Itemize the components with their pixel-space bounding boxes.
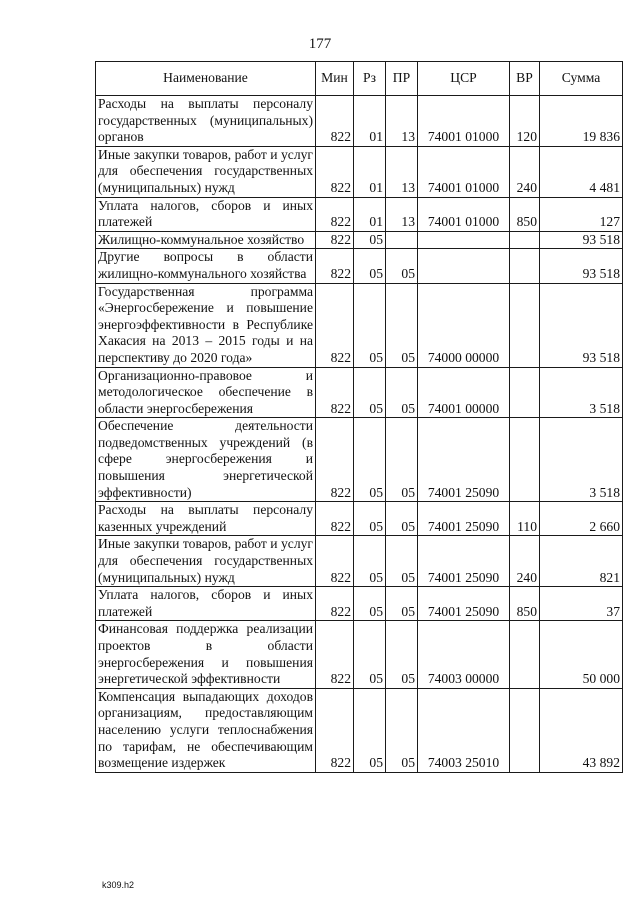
cell-name: Обеспечение деятельности подведомственных учреждений (в сфере энергосбережения и повышения энергетической эффективности) [96, 418, 316, 502]
cell-name: Жилищно-коммунальное хозяйство [96, 231, 316, 249]
cell-sum: 50 000 [540, 621, 623, 688]
cell-name: Расходы на выплаты персоналу государственных (муниципальных) органов [96, 96, 316, 147]
table-row [96, 231, 623, 249]
cell-rz: 05 [354, 688, 386, 772]
cell-vr [510, 231, 540, 249]
table-row [96, 197, 623, 231]
cell-rz: 05 [354, 283, 386, 367]
cell-rz: 05 [354, 621, 386, 688]
header-pr: ПР [386, 62, 418, 96]
cell-sum: 43 892 [540, 688, 623, 772]
cell-vr [510, 367, 540, 418]
cell-vr: 240 [510, 146, 540, 197]
cell-csr [418, 249, 510, 283]
cell-csr: 74001 25090 [418, 502, 510, 536]
header-csr: ЦСР [418, 62, 510, 96]
cell-sum: 3 518 [540, 367, 623, 418]
cell-min: 822 [316, 587, 354, 621]
cell-csr: 74001 00000 [418, 367, 510, 418]
cell-rz: 05 [354, 587, 386, 621]
cell-pr: 13 [386, 96, 418, 147]
cell-rz: 05 [354, 502, 386, 536]
cell-name: Финансовая поддержка реализации проектов в области энергосбережения и повышения энергетической эффективности [96, 621, 316, 688]
cell-vr [510, 688, 540, 772]
cell-csr: 74000 00000 [418, 283, 510, 367]
cell-sum: 37 [540, 587, 623, 621]
cell-min: 822 [316, 367, 354, 418]
cell-sum: 2 660 [540, 502, 623, 536]
cell-csr: 74001 01000 [418, 146, 510, 197]
cell-sum: 3 518 [540, 418, 623, 502]
cell-rz: 05 [354, 367, 386, 418]
cell-sum: 127 [540, 197, 623, 231]
cell-min: 822 [316, 621, 354, 688]
table-row [96, 621, 623, 688]
header-sum: Сумма [540, 62, 623, 96]
cell-name: Государственная программа «Энергосбережение и повышение энергоэффективности в Республике Хакасия на 2013 – 2015 годы и на перспективу до 2020 года» [96, 283, 316, 367]
cell-csr: 74003 00000 [418, 621, 510, 688]
cell-vr [510, 418, 540, 502]
cell-name: Уплата налогов, сборов и иных платежей [96, 197, 316, 231]
budget-table [95, 61, 623, 773]
cell-vr [510, 283, 540, 367]
cell-pr: 05 [386, 283, 418, 367]
cell-rz: 01 [354, 197, 386, 231]
cell-rz: 01 [354, 96, 386, 147]
cell-pr: 05 [386, 621, 418, 688]
cell-name: Другие вопросы в области жилищно-коммунального хозяйства [96, 249, 316, 283]
cell-min: 822 [316, 197, 354, 231]
cell-pr: 05 [386, 367, 418, 418]
cell-csr: 74001 25090 [418, 418, 510, 502]
cell-name: Уплата налогов, сборов и иных платежей [96, 587, 316, 621]
cell-min: 822 [316, 502, 354, 536]
cell-name: Расходы на выплаты персоналу казенных учреждений [96, 502, 316, 536]
cell-min: 822 [316, 96, 354, 147]
table-header-row [96, 62, 623, 96]
cell-vr [510, 249, 540, 283]
cell-min: 822 [316, 418, 354, 502]
header-rz: Рз [354, 62, 386, 96]
cell-pr: 05 [386, 418, 418, 502]
table-row [96, 418, 623, 502]
table-row [96, 146, 623, 197]
cell-name: Организационно-правовое и методологическое обеспечение в области энергосбережения [96, 367, 316, 418]
cell-pr: 05 [386, 688, 418, 772]
cell-pr: 05 [386, 502, 418, 536]
table-row [96, 249, 623, 283]
cell-sum: 93 518 [540, 231, 623, 249]
footer-code: k309.h2 [102, 880, 135, 890]
cell-csr: 74001 01000 [418, 96, 510, 147]
cell-vr: 110 [510, 502, 540, 536]
table-row [96, 688, 623, 772]
cell-min: 822 [316, 283, 354, 367]
table-row [96, 587, 623, 621]
cell-vr [510, 621, 540, 688]
cell-name: Иные закупки товаров, работ и услуг для обеспечения государственных (муниципальных) нужд [96, 146, 316, 197]
cell-sum: 821 [540, 536, 623, 587]
cell-name: Иные закупки товаров, работ и услуг для обеспечения государственных (муниципальных) нужд [96, 536, 316, 587]
cell-csr: 74001 25090 [418, 536, 510, 587]
cell-pr: 13 [386, 197, 418, 231]
cell-csr: 74003 25010 [418, 688, 510, 772]
header-name: Наименование [96, 62, 316, 96]
cell-sum: 19 836 [540, 96, 623, 147]
table-row [96, 283, 623, 367]
cell-rz: 01 [354, 146, 386, 197]
table-row [96, 367, 623, 418]
cell-pr: 13 [386, 146, 418, 197]
cell-sum: 93 518 [540, 249, 623, 283]
cell-min: 822 [316, 536, 354, 587]
cell-csr [418, 231, 510, 249]
cell-sum: 4 481 [540, 146, 623, 197]
cell-vr: 850 [510, 197, 540, 231]
page-number: 177 [308, 36, 332, 52]
cell-rz: 05 [354, 418, 386, 502]
header-vr: ВР [510, 62, 540, 96]
table-row [96, 96, 623, 147]
cell-sum: 93 518 [540, 283, 623, 367]
cell-vr: 240 [510, 536, 540, 587]
cell-rz: 05 [354, 536, 386, 587]
cell-min: 822 [316, 146, 354, 197]
cell-min: 822 [316, 249, 354, 283]
table-row [96, 536, 623, 587]
cell-csr: 74001 01000 [418, 197, 510, 231]
cell-vr: 850 [510, 587, 540, 621]
cell-vr: 120 [510, 96, 540, 147]
cell-name: Компенсация выпадающих доходов организациям, предоставляющим населению услуги теплоснабжения по тарифам, не обеспечивающим возмещение издержек [96, 688, 316, 772]
cell-pr: 05 [386, 249, 418, 283]
header-min: Мин [316, 62, 354, 96]
table-row [96, 502, 623, 536]
cell-min: 822 [316, 231, 354, 249]
cell-pr: 05 [386, 587, 418, 621]
cell-pr [386, 231, 418, 249]
cell-csr: 74001 25090 [418, 587, 510, 621]
cell-rz: 05 [354, 231, 386, 249]
cell-rz: 05 [354, 249, 386, 283]
cell-min: 822 [316, 688, 354, 772]
cell-pr: 05 [386, 536, 418, 587]
